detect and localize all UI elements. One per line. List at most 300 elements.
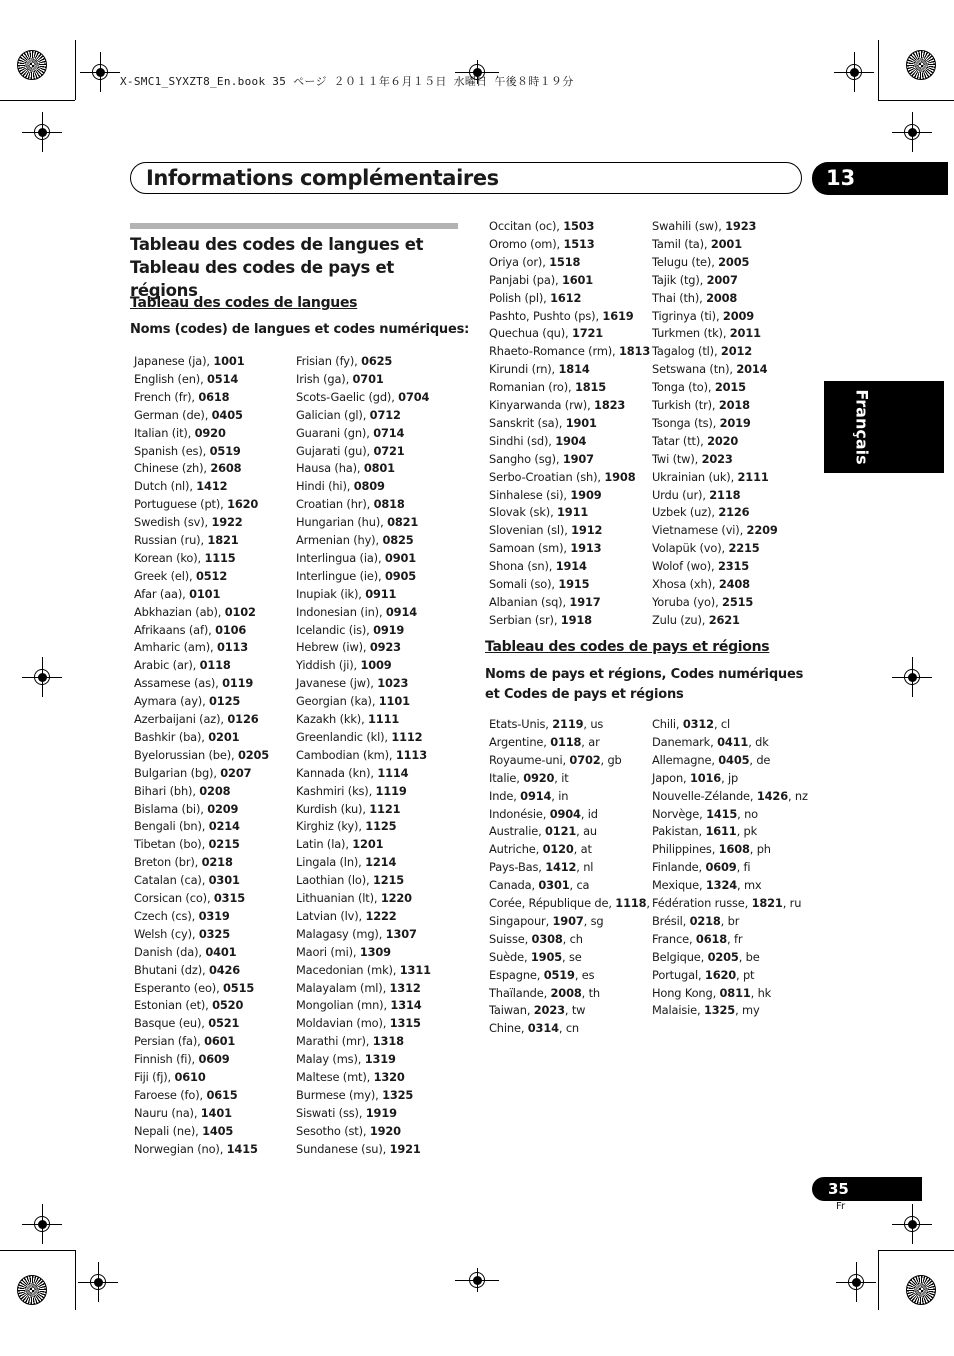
language-side-tab-label: Français (852, 389, 872, 465)
entry-name: Welsh (cy), (134, 926, 199, 941)
entry-name: Laothian (lo), (296, 873, 373, 888)
code-entry (134, 676, 253, 690)
entry-code: 0914 (385, 604, 417, 619)
language-column-1 (134, 354, 292, 1164)
entry-name: Kinyarwanda (rw), (489, 398, 595, 412)
code-entry (296, 461, 395, 475)
entry-name: Russian (ru), (134, 533, 208, 547)
code-entry (296, 354, 392, 368)
entry-name: Twi (tw), (652, 451, 702, 466)
code-entry (296, 623, 404, 637)
entry-code: 1009 (360, 658, 392, 673)
code-entry (296, 569, 416, 583)
entry-name: Faroese (fo), (134, 1087, 207, 1102)
code-entry (489, 613, 592, 627)
entry-code: 2118 (709, 487, 741, 502)
entry-name: Galician (gl), (296, 407, 370, 422)
entry-code: 2009 (722, 308, 755, 323)
entry-name: Vietnamese (vi), (652, 523, 747, 538)
entry-name: Indonésie, (489, 806, 550, 821)
entry-code: 0411 (717, 734, 749, 749)
entry-name: Shona (sn), (489, 559, 556, 574)
entry-code: 0101 (189, 586, 221, 601)
entry-name: Slovenian (sl), (489, 523, 572, 538)
code-entry (652, 505, 749, 519)
entry-code: 1319 (364, 1052, 396, 1067)
entry-code: 1823 (594, 398, 626, 412)
trim-line (0, 1250, 75, 1251)
code-entry (296, 802, 400, 816)
code-entry (134, 408, 243, 422)
trim-line (878, 100, 954, 101)
code-entry (296, 837, 383, 851)
entry-name: Indonesian (in), (296, 604, 386, 619)
entry-name: Espagne, (489, 967, 544, 982)
entry-name: Siswati (ss), (296, 1105, 366, 1120)
code-entry (134, 569, 227, 583)
code-entry (489, 771, 569, 785)
entry-name: Greenlandic (kl), (296, 729, 392, 744)
entry-name: Swahili (sw), (652, 219, 726, 233)
entry-code: 1814 (558, 362, 590, 377)
entry-code: 0610 (174, 1070, 206, 1084)
entry-name: Nouvelle-Zélande, (652, 788, 757, 803)
code-entry (489, 789, 568, 803)
code-entry (652, 559, 749, 573)
registration-rosette-bottom-right (906, 1275, 936, 1305)
code-entry (134, 981, 254, 995)
entry-name: Sanskrit (sa), (489, 415, 566, 430)
entry-code: 1215 (372, 873, 405, 888)
entry-code: 0405 (718, 752, 750, 767)
entry-name: Rhaeto-Romance (rm), (489, 344, 619, 359)
entry-code: 1914 (555, 559, 587, 574)
code-entry (296, 479, 385, 493)
countries-heading: Tableau des codes de pays et régions (485, 639, 770, 655)
entry-name: Zulu (zu), (652, 612, 709, 627)
entry-country-abbr: , dk (748, 734, 769, 749)
entry-name: Philippines, (652, 842, 719, 857)
entry-code: 2111 (737, 469, 769, 484)
entry-name: Esperanto (eo), (134, 980, 224, 995)
entry-code: 0214 (208, 819, 240, 834)
entry-code: 1220 (380, 891, 412, 905)
code-entry (489, 878, 589, 892)
entry-code: 0208 (199, 783, 231, 798)
entry-name: Georgian (ka), (296, 694, 379, 709)
entry-code: 0315 (213, 891, 246, 905)
entry-name: Inde, (489, 788, 521, 803)
entry-country-abbr: , ca (569, 878, 590, 893)
code-entry (134, 640, 248, 654)
entry-code: 1023 (377, 676, 409, 691)
entry-name: Tibetan (bo), (134, 837, 209, 852)
entry-code: 0126 (227, 712, 259, 726)
code-entry (134, 1052, 230, 1066)
entry-code: 1620 (227, 497, 259, 512)
code-entry (652, 1003, 760, 1017)
entry-code: 1318 (372, 1034, 404, 1049)
entry-name: Malaisie, (652, 1003, 704, 1018)
code-entry (652, 896, 801, 910)
code-entry (296, 1106, 397, 1120)
entry-code: 0521 (208, 1016, 240, 1031)
entry-country-abbr: , tw (564, 1003, 586, 1018)
entry-code: 0609 (705, 860, 737, 875)
entry-name: Catalan (ca), (134, 873, 209, 888)
entry-name: Etats-Unis, (489, 717, 553, 731)
code-entry (296, 909, 397, 923)
code-entry (296, 497, 405, 511)
code-entry (489, 824, 597, 838)
entry-code: 0102 (224, 604, 256, 619)
entry-code: 2007 (706, 272, 738, 287)
entry-code: 1911 (557, 505, 589, 520)
code-entry (296, 1016, 421, 1030)
entry-country-abbr: , nl (576, 860, 594, 875)
entry-name: Cambodian (km), (296, 747, 396, 762)
code-entry (134, 891, 245, 905)
language-column-3 (489, 219, 649, 639)
entry-name: Malayalam (ml), (296, 980, 390, 995)
entry-name: Kurdish (ku), (296, 801, 370, 816)
code-entry (296, 676, 408, 690)
code-entry (134, 927, 230, 941)
entry-name: Hebrew (iw), (296, 640, 370, 655)
code-entry (652, 577, 750, 591)
entry-code: 1111 (368, 712, 400, 726)
entry-name: Kazakh (kk), (296, 712, 369, 726)
code-entry (652, 326, 761, 340)
entry-code: 0201 (208, 729, 240, 744)
entry-country-abbr: , cl (713, 717, 731, 731)
entry-name: Czech (cs), (134, 908, 199, 923)
entry-code: 1119 (375, 783, 407, 798)
code-entry (652, 932, 742, 946)
code-entry (652, 488, 740, 502)
entry-name: Quechua (qu), (489, 326, 572, 341)
entry-name: Serbo-Croatian (sh), (489, 469, 605, 484)
entry-code: 0811 (719, 985, 751, 1000)
entry-name: Swedish (sv), (134, 515, 212, 530)
entry-country-abbr: , in (551, 788, 569, 803)
code-entry (489, 309, 634, 323)
entry-name: Lithuanian (lt), (296, 891, 381, 905)
entry-name: Panjabi (pa), (489, 272, 562, 287)
entry-name: Oromo (om), (489, 236, 564, 251)
code-entry (652, 595, 753, 609)
code-entry (652, 860, 750, 874)
language-side-tab (824, 381, 944, 473)
entry-code: 1412 (196, 479, 228, 494)
entry-name: Persian (fa), (134, 1034, 205, 1049)
entry-name: Pays-Bas, (489, 860, 546, 875)
section-heading: Tableau des codes de langues et Tableau des codes de pays et régions (130, 235, 424, 300)
code-entry (296, 963, 431, 977)
entry-name: Fédération russe, (652, 896, 752, 910)
entry-name: Bashkir (ba), (134, 729, 209, 744)
entry-code: 2019 (719, 415, 751, 430)
entry-name: Kirghiz (ky), (296, 819, 366, 834)
entry-code: 1222 (365, 908, 397, 923)
entry-name: Brésil, (652, 913, 690, 928)
entry-name: Chili, (652, 717, 683, 731)
entry-name: Taiwan, (489, 1003, 534, 1018)
code-entry (296, 730, 422, 744)
code-entry (134, 694, 240, 708)
entry-name: Somali (so), (489, 577, 559, 591)
code-entry (134, 748, 269, 762)
entry-name: Bengali (bn), (134, 819, 209, 834)
entry-name: Hausa (ha), (296, 461, 364, 476)
code-entry (134, 605, 256, 619)
entry-country-abbr: , ru (782, 896, 802, 910)
entry-code: 0319 (198, 908, 230, 923)
crop-mark-bottom-center (455, 1268, 499, 1292)
code-entry (134, 802, 238, 816)
registration-rosette-top-left (17, 50, 47, 80)
country-column-2 (652, 717, 812, 1047)
code-entry (134, 1070, 206, 1084)
code-entry (134, 837, 240, 851)
entry-name: Afrikaans (af), (134, 622, 216, 637)
entry-code: 0818 (373, 497, 405, 512)
code-entry (652, 291, 737, 305)
entry-name: Bulgarian (bg), (134, 765, 221, 780)
code-entry (134, 819, 240, 833)
entry-code: 1913 (570, 541, 602, 556)
entry-code: 2023 (701, 451, 733, 466)
entry-name: Japanese (ja), (134, 354, 214, 368)
code-entry (296, 1142, 421, 1156)
entry-code: 2515 (722, 594, 754, 609)
entry-code: 2315 (717, 559, 750, 574)
code-entry (489, 1003, 585, 1017)
trim-line (75, 40, 76, 100)
entry-name: Afar (aa), (134, 586, 190, 601)
entry-name: Oriya (or), (489, 254, 550, 269)
entry-name: Spanish (es), (134, 443, 210, 458)
code-entry (296, 640, 401, 654)
code-entry (134, 1088, 238, 1102)
page-title: Informations complémentaires (146, 166, 499, 190)
code-entry (296, 1034, 404, 1048)
entry-name: Irish (ga), (296, 371, 353, 386)
entry-code: 0825 (382, 533, 414, 547)
entry-name: Basque (eu), (134, 1016, 209, 1031)
code-entry (489, 717, 603, 731)
entry-code: 1405 (202, 1123, 234, 1138)
code-entry (296, 372, 384, 386)
entry-name: Urdu (ur), (652, 487, 710, 502)
entry-code: 1915 (558, 577, 590, 591)
entry-name: Finnish (fi), (134, 1052, 199, 1067)
code-entry (134, 515, 243, 529)
chapter-number: 13 (826, 166, 856, 190)
country-column-1 (489, 717, 649, 1047)
entry-name: Interlingue (ie), (296, 568, 385, 583)
code-entry (296, 390, 429, 404)
entry-name: Greek (el), (134, 568, 196, 583)
entry-code: 0704 (398, 389, 430, 404)
entry-code: 1320 (373, 1070, 405, 1084)
code-entry (489, 362, 590, 376)
entry-country-abbr: , ph (749, 842, 771, 857)
entry-code: 0701 (352, 371, 384, 386)
code-entry (134, 426, 226, 440)
code-entry (296, 1124, 401, 1138)
code-entry (134, 587, 220, 601)
entry-code: 2023 (533, 1003, 565, 1018)
entry-name: Fiji (fj), (134, 1070, 175, 1084)
crop-mark-right-middle (892, 657, 932, 697)
code-entry (652, 309, 754, 323)
entry-code: 2215 (728, 541, 760, 556)
entry-country-abbr: , sg (583, 913, 604, 928)
entry-code: 0312 (682, 717, 714, 731)
entry-code: 1908 (604, 469, 636, 484)
entry-name: Finlande, (652, 860, 706, 875)
entry-name: Guarani (gn), (296, 425, 374, 440)
code-entry (652, 986, 771, 1000)
entry-name: Chine, (489, 1021, 528, 1036)
entry-code: 1918 (560, 612, 592, 627)
entry-code: 2005 (718, 254, 750, 269)
entry-country-abbr: , (646, 896, 650, 910)
entry-name: Javanese (jw), (296, 676, 378, 691)
code-entry (134, 354, 244, 368)
code-entry (134, 766, 251, 780)
code-entry (296, 855, 396, 869)
entry-code: 2012 (720, 344, 753, 359)
code-entry (296, 658, 392, 672)
entry-name: Turkish (tr), (652, 398, 719, 412)
entry-name: Tsonga (ts), (652, 415, 720, 430)
code-entry (652, 362, 767, 376)
entry-name: Interlingua (ia), (296, 550, 385, 565)
entry-code: 0405 (211, 407, 243, 422)
entry-code: 0515 (223, 980, 255, 995)
entry-code: 0207 (220, 765, 252, 780)
code-entry (134, 855, 233, 869)
entry-name: Estonian (et), (134, 998, 213, 1013)
entry-name: Dutch (nl), (134, 479, 197, 494)
code-entry (489, 434, 586, 448)
entry-name: Singapour, (489, 913, 553, 928)
entry-code: 1917 (569, 594, 601, 609)
code-entry (652, 398, 750, 412)
code-entry (652, 380, 746, 394)
entry-code: 1619 (602, 308, 634, 323)
code-entry (296, 766, 408, 780)
entry-code: 0308 (531, 931, 563, 946)
code-entry (134, 730, 239, 744)
code-entry (489, 219, 594, 233)
entry-code: 0209 (207, 801, 239, 816)
entry-name: Breton (br), (134, 855, 202, 870)
code-entry (296, 1070, 405, 1084)
entry-name: Sinhalese (si), (489, 487, 571, 502)
entry-name: Polish (pl), (489, 290, 551, 305)
entry-code: 1121 (369, 801, 401, 816)
entry-name: Assamese (as), (134, 676, 223, 691)
entry-name: Marathi (mr), (296, 1034, 373, 1049)
code-entry (652, 753, 770, 767)
entry-code: 1016 (689, 770, 722, 785)
entry-code: 2020 (707, 433, 739, 448)
entry-name: Yoruba (yo), (652, 594, 723, 609)
code-entry (489, 416, 597, 430)
code-entry (134, 551, 236, 565)
trim-line (0, 100, 75, 101)
entry-name: Inupiak (ik), (296, 586, 366, 601)
entry-name: Yiddish (ji), (296, 658, 361, 673)
trim-line (75, 1250, 76, 1310)
code-entry (296, 426, 404, 440)
code-entry (489, 523, 602, 537)
entry-country-abbr: , pt (736, 967, 755, 982)
entry-code: 1401 (200, 1105, 232, 1120)
entry-code: 0911 (365, 586, 397, 601)
file-header: X-SMC1_SYXZT8_En.book 35 ページ ２０１１年６月１５日 水曜日 午後８時１９分 (120, 75, 574, 88)
entry-name: Danish (da), (134, 944, 206, 959)
entry-name: Arabic (ar), (134, 658, 200, 673)
entry-code: 0920 (523, 770, 555, 785)
code-entry (489, 559, 587, 573)
entry-name: Norvège, (652, 806, 707, 821)
code-entry (296, 784, 407, 798)
entry-name: English (en), (134, 371, 208, 386)
entry-code: 0205 (707, 949, 739, 964)
entry-country-abbr: , hk (750, 985, 772, 1000)
entry-code: 1201 (352, 837, 384, 852)
code-entry (489, 541, 601, 555)
entry-country-abbr: , ar (581, 734, 600, 749)
code-entry (296, 819, 396, 833)
entry-code: 1922 (211, 515, 243, 530)
entry-code: 1118 (615, 896, 647, 910)
entry-code: 1905 (530, 949, 562, 964)
entry-code: 0301 (538, 878, 570, 893)
entry-name: Croatian (hr), (296, 497, 374, 512)
entry-name: Suède, (489, 949, 531, 964)
crop-mark-top-left (80, 52, 120, 92)
language-column-4 (652, 219, 812, 639)
entry-code: 0721 (373, 443, 405, 458)
entry-code: 0218 (689, 913, 721, 928)
entry-name: Tagalog (tl), (652, 344, 721, 359)
code-entry (652, 968, 754, 982)
entry-name: Corée, République de, (489, 896, 616, 910)
entry-name: Mexique, (652, 878, 706, 893)
entry-code: 1114 (377, 765, 409, 780)
section-bar (130, 223, 458, 229)
entry-name: Belgique, (652, 949, 708, 964)
code-entry (489, 735, 600, 749)
code-entry (296, 605, 417, 619)
countries-subheading: Noms de pays et régions, Codes numériques et Codes de pays et régions (485, 667, 804, 702)
entry-name: Italian (it), (134, 425, 195, 440)
entry-code: 0714 (373, 425, 405, 440)
code-entry (296, 712, 399, 726)
entry-name: Uzbek (uz), (652, 505, 719, 520)
code-entry (296, 1088, 413, 1102)
entry-code: 0809 (353, 479, 385, 494)
entry-country-abbr: , es (574, 967, 595, 982)
code-entry (652, 807, 758, 821)
code-entry (296, 551, 416, 565)
entry-name: Hong Kong, (652, 985, 720, 1000)
